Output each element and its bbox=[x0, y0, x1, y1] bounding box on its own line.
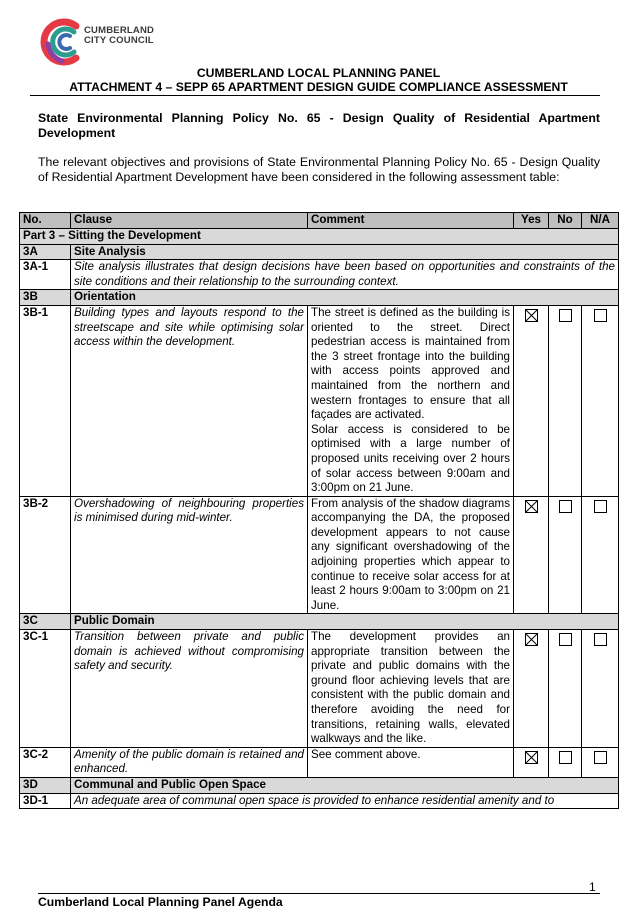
empty-checkbox-icon[interactable] bbox=[559, 633, 572, 646]
logo-text: CUMBERLAND CITY COUNCIL bbox=[84, 25, 155, 46]
yes-cell[interactable] bbox=[514, 496, 549, 614]
yes-cell[interactable] bbox=[514, 305, 549, 496]
section-row-3c bbox=[20, 614, 619, 630]
section-no: 3A bbox=[20, 244, 71, 260]
table-row-3b1 bbox=[20, 305, 619, 496]
row-clause: Transition between private and public domain is achieved without compromising safety and security. bbox=[71, 630, 308, 748]
section-title: Communal and Public Open Space bbox=[71, 777, 619, 793]
col-header-yes: Yes bbox=[514, 213, 549, 229]
policy-heading: State Environmental Planning Policy No. 65 - Design Quality of Residential Apartment Development bbox=[38, 111, 600, 140]
na-cell[interactable] bbox=[582, 305, 619, 496]
section-title: Public Domain bbox=[71, 614, 619, 630]
section-row-3b bbox=[20, 290, 619, 306]
section-no: 3B bbox=[20, 290, 71, 306]
section-row-3a bbox=[20, 244, 619, 260]
col-header-no: No bbox=[549, 213, 582, 229]
attachment-title: ATTACHMENT 4 – SEPP 65 APARTMENT DESIGN GUIDE COMPLIANCE ASSESSMENT bbox=[69, 80, 568, 94]
footer-rule bbox=[38, 893, 600, 894]
section-no: 3D bbox=[20, 777, 71, 793]
table-row-3b2 bbox=[20, 496, 619, 614]
intro-paragraph: The relevant objectives and provisions of State Environmental Planning Policy No. 65 - Design Quality of Residential Apartment Development have been considered in the following assessment table: bbox=[38, 155, 600, 184]
empty-checkbox-icon[interactable] bbox=[594, 751, 607, 764]
comment-paragraph: Solar access is considered to be optimised with a large number of proposed units receiving over 2 hours of solar access between 9:00am and 3:00pm on 21 June. bbox=[311, 422, 510, 495]
empty-checkbox-icon[interactable] bbox=[559, 751, 572, 764]
row-no: 3C-1 bbox=[20, 630, 71, 748]
row-comment: See comment above. bbox=[308, 747, 514, 777]
table-row-3c2 bbox=[20, 747, 619, 777]
no-cell[interactable] bbox=[549, 747, 582, 777]
empty-checkbox-icon[interactable] bbox=[559, 309, 572, 322]
row-no: 3C-2 bbox=[20, 747, 71, 777]
header-rule bbox=[30, 95, 600, 96]
col-header-na: N/A bbox=[582, 213, 619, 229]
section-no: 3C bbox=[20, 614, 71, 630]
no-cell[interactable] bbox=[549, 496, 582, 614]
row-comment bbox=[308, 305, 514, 496]
row-clause: Site analysis illustrates that design decisions have been based on opportunities and constraints of the site conditions and their relationship to the surrounding context. bbox=[71, 260, 619, 290]
yes-cell[interactable] bbox=[514, 747, 549, 777]
table-row-3d1 bbox=[20, 793, 619, 809]
na-cell[interactable] bbox=[582, 496, 619, 614]
table-row-3a1 bbox=[20, 260, 619, 290]
section-title: Site Analysis bbox=[71, 244, 619, 260]
col-header-comment: Comment bbox=[308, 213, 514, 229]
checked-checkbox-icon[interactable] bbox=[525, 633, 538, 646]
na-cell[interactable] bbox=[582, 630, 619, 748]
empty-checkbox-icon[interactable] bbox=[594, 309, 607, 322]
row-clause: Overshadowing of neighbouring properties is minimised during mid-winter. bbox=[71, 496, 308, 614]
section-title: Orientation bbox=[71, 290, 619, 306]
row-no: 3B-2 bbox=[20, 496, 71, 614]
row-no: 3D-1 bbox=[20, 793, 71, 809]
footer-text: Cumberland Local Planning Panel Agenda bbox=[38, 895, 283, 909]
compliance-table bbox=[19, 212, 619, 809]
panel-title: CUMBERLAND LOCAL PLANNING PANEL bbox=[196, 66, 441, 80]
part-title: Part 3 – Sitting the Development bbox=[20, 229, 619, 245]
yes-cell[interactable] bbox=[514, 630, 549, 748]
checked-checkbox-icon[interactable] bbox=[525, 500, 538, 513]
empty-checkbox-icon[interactable] bbox=[594, 633, 607, 646]
comment-paragraph: The street is defined as the building is oriented to the street. Direct pedestrian access is maintained from the 3 street frontage into the building with access points approved and maintained from the northern and western frontages to ensure that all façades are activated. bbox=[311, 305, 510, 422]
row-clause: Building types and layouts respond to the streetscape and site while optimising solar access within the development. bbox=[71, 305, 308, 496]
row-no: 3A-1 bbox=[20, 260, 71, 290]
part-row bbox=[20, 229, 619, 245]
row-comment: From analysis of the shadow diagrams accompanying the DA, the proposed development appears to not cause any significant overshadowing of the adjoining properties which appear to continue to receive solar access for at least 2 hours 9:00am to 3:00pm on 21 June. bbox=[308, 496, 514, 614]
table-header-row bbox=[20, 213, 619, 229]
no-cell[interactable] bbox=[549, 305, 582, 496]
row-no: 3B-1 bbox=[20, 305, 71, 496]
checked-checkbox-icon[interactable] bbox=[525, 751, 538, 764]
empty-checkbox-icon[interactable] bbox=[594, 500, 607, 513]
row-comment: The development provides an appropriate transition between the private and public domains with the ground floor achieving levels that are consistent with the public domain and therefore avoiding the need for transitions, retaining walls, elevated walkways and the like. bbox=[308, 630, 514, 748]
page-number: 1 bbox=[589, 880, 596, 894]
checked-checkbox-icon[interactable] bbox=[525, 309, 538, 322]
empty-checkbox-icon[interactable] bbox=[559, 500, 572, 513]
no-cell[interactable] bbox=[549, 630, 582, 748]
table-row-3c1 bbox=[20, 630, 619, 748]
na-cell[interactable] bbox=[582, 747, 619, 777]
row-clause: Amenity of the public domain is retained and enhanced. bbox=[71, 747, 308, 777]
col-header-no: No. bbox=[20, 213, 71, 229]
row-clause: An adequate area of communal open space is provided to enhance residential amenity and to bbox=[71, 793, 619, 809]
col-header-clause: Clause bbox=[71, 213, 308, 229]
section-row-3d bbox=[20, 777, 619, 793]
